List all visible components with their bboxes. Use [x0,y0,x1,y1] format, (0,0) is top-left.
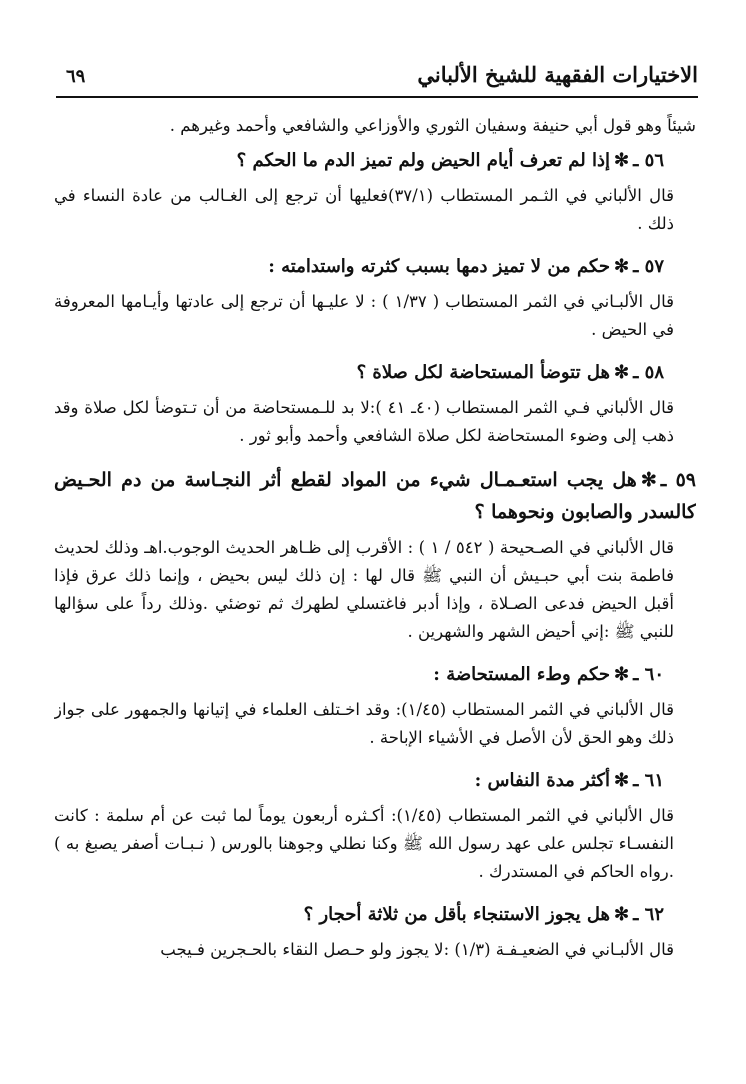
page-content [54,112,696,1074]
star-icon: ✻ [640,469,657,491]
question-number: ٥٦ ـ [633,150,664,171]
answer-57: قال الألبـاني في الثمر المستطاب ( ١/٣٧ ) : لا عليـها أن ترجع إلى عادتها وأيـامها المعروفة في الحيض . [54,292,674,339]
question-number: ٥٧ ـ [633,256,664,277]
answer-60: قال الألباني في الثمر المستطاب (١/٤٥): وقد اخـتلف العلماء في إتيانها والجمهور على جواز ذلك وهو الحق لأن الأصل في الأشياء الإباحة . [54,700,674,747]
page-header [56,58,698,98]
answer-56: قال الألباني في الثـمر المستطاب (٣٧/١)فعليها أن ترجع إلى الغـالب من عادة النساء في ذلك . [54,186,674,233]
star-icon: ✻ [614,664,630,685]
page-number: ٦٩ [66,66,86,87]
question-text: حكم من لا تميز دمها بسبب كثرته واستدامته : [268,256,611,277]
star-icon: ✻ [614,256,630,277]
question-text: أكثر مدة النفاس : [474,770,611,791]
question-number: ٦٢ ـ [633,904,664,925]
question-text: هل يجب استعـمـال شيء من المواد لقطع أثر النجـاسة من دم الحـيض كالسدر والصابون ونحوهما ؟ [54,469,696,523]
question-number: ٥٩ ـ [660,469,696,491]
running-title: الاختيارات الفقهية للشيخ الألباني [417,62,698,87]
answer-62: قال الألبـاني في الضعيـفـة (١/٣) :لا يجوز ولو حـصل النقاء بالحـجرين فـيجب [160,940,674,959]
star-icon: ✻ [614,150,630,171]
question-62 [54,900,696,930]
star-icon: ✻ [614,362,630,383]
star-icon: ✻ [614,770,630,791]
question-60 [54,660,696,690]
question-58 [54,358,696,388]
answer-58: قال الألباني فـي الثمر المستطاب (٤٠ـ ٤١ ):لا بد للـمستحاضة من أن تـتوضأ لكل صلاة وقد ذهب إلى وضوء المستحاضة لكل صلاة الشافعي وأحمد وأبو ثور . [54,398,674,445]
question-number: ٦٠ ـ [633,664,664,685]
answer-59: قال الألباني في الصـحيحة ( ٥٤٢ / ١ ) : الأقرب إلى ظـاهر الحديث الوجوب.اهـ وذلك لحديث فاطمة بنت أبي حبـيش أن النبي ﷺ قال لها : إن ذلك ليس بحيض ، وإنما ذلك عرق فإذا أقبل الحيض فدعى الصـلاة ، وإذا أدبر فاغتسلي لطهرك ثم توضئي .وذلك رداً على سؤالها للنبي ﷺ :إني أحيض الشهر والشهرين . [54,538,674,641]
star-icon: ✻ [614,904,630,925]
answer-61: قال الألباني في الثمر المستطاب (١/٤٥): أكـثره أربعون يوماً لما ثبت عن أم سلمة : كانت النفسـاء تجلس على عهد رسول الله ﷺ وكنا نطلي وجوهنا بالورس ( نـبـات أصفر يصبغ به ) .رواه الحاكم في المستدرك . [54,806,674,881]
question-number: ٥٨ ـ [633,362,664,383]
intro-paragraph: شيئاً وهو قول أبي حنيفة وسفيان الثوري والأوزاعي والشافعي وأحمد وغيرهم . [169,116,696,135]
question-text: إذا لم تعرف أيام الحيض ولم تميز الدم ما الحكم ؟ [236,150,611,171]
question-text: هل تتوضأ المستحاضة لكل صلاة ؟ [356,362,611,383]
question-number: ٦١ ـ [633,770,664,791]
question-59 [54,464,696,528]
question-57 [54,252,696,282]
question-61 [54,766,696,796]
question-text: حكم وطء المستحاضة : [433,664,611,685]
question-56 [54,146,696,176]
question-text: هل يجوز الاستنجاء بأقل من ثلاثة أحجار ؟ [303,904,611,925]
